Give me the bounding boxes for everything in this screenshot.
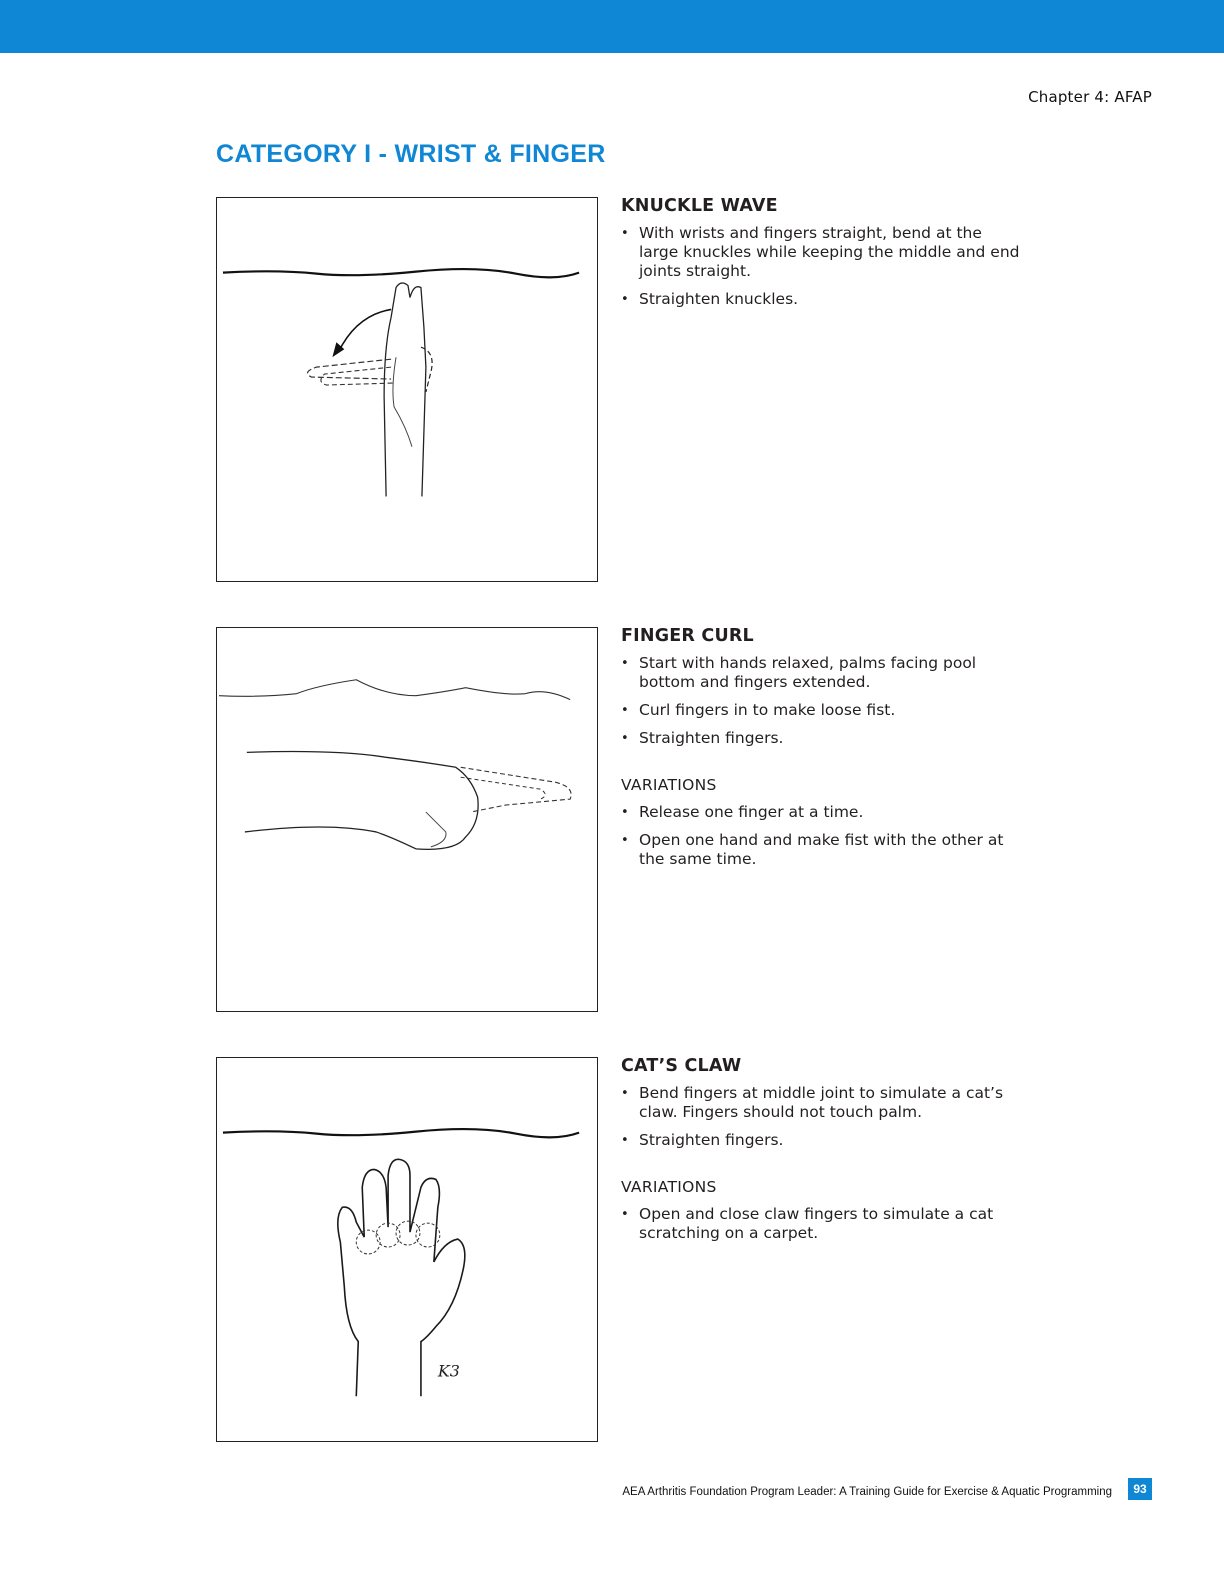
finger-curl-figure: [216, 627, 598, 1012]
variations-label: VARIATIONS: [621, 776, 717, 794]
hand-cats-claw-illustration: [217, 1058, 597, 1441]
footer-text: AEA Arthritis Foundation Program Leader: A Training Guide for Exercise & Aquatic Programming: [622, 1486, 1112, 1498]
header-band: [0, 0, 1224, 53]
category-title: CATEGORY I - WRIST & FINGER: [216, 140, 606, 168]
exercise-title: CAT’S CLAW: [621, 1056, 742, 1076]
bullet-icon: •: [621, 656, 629, 671]
bullet-icon: •: [621, 1133, 629, 1148]
variation-item: • Open and close claw fingers to simulate a cat scratching on a carpet.: [621, 1205, 994, 1242]
step-item: • Start with hands relaxed, palms facing pool bottom and fingers extended.: [621, 654, 977, 691]
step-item: • With wrists and fingers straight, bend at the large knuckles while keeping the middle and end joints straight.: [621, 224, 1020, 280]
step-item: • Bend fingers at middle joint to simulate a cat’s claw. Fingers should not touch palm.: [621, 1084, 1004, 1121]
cats-claw-figure: [216, 1057, 598, 1442]
steps-list: [621, 1084, 1021, 1150]
bullet-icon: •: [621, 731, 629, 746]
bullet-icon: •: [621, 805, 629, 820]
variations-list: [621, 1205, 1021, 1243]
svg-text:K3: K3: [437, 1361, 460, 1381]
step-item: • Straighten fingers.: [621, 1131, 784, 1149]
bullet-icon: •: [621, 1086, 629, 1101]
knuckle-wave-figure: [216, 197, 598, 582]
hand-knuckle-wave-illustration: [217, 198, 597, 581]
step-item: • Straighten fingers.: [621, 729, 784, 747]
bullet-icon: •: [621, 226, 629, 241]
page-number-badge: 93: [1128, 1478, 1152, 1500]
step-item: • Curl fingers in to make loose fist.: [621, 701, 896, 719]
variations-label: VARIATIONS: [621, 1178, 717, 1196]
cats-claw-description: [621, 1056, 1021, 1252]
exercise-title: KNUCKLE WAVE: [621, 196, 778, 216]
hand-finger-curl-illustration: [217, 628, 597, 1011]
exercise-title: FINGER CURL: [621, 626, 754, 646]
finger-curl-description: [621, 626, 1021, 878]
bullet-icon: •: [621, 292, 629, 307]
steps-list: [621, 224, 1021, 309]
variation-item: • Open one hand and make fist with the other at the same time.: [621, 831, 1004, 868]
knuckle-wave-description: [621, 196, 1021, 318]
bullet-icon: •: [621, 833, 629, 848]
variation-item: • Release one finger at a time.: [621, 803, 864, 821]
variations-list: [621, 803, 1021, 869]
step-item: • Straighten knuckles.: [621, 290, 799, 308]
bullet-icon: •: [621, 1207, 629, 1222]
steps-list: [621, 654, 1021, 748]
bullet-icon: •: [621, 703, 629, 718]
chapter-label: Chapter 4: AFAP: [1028, 88, 1152, 106]
